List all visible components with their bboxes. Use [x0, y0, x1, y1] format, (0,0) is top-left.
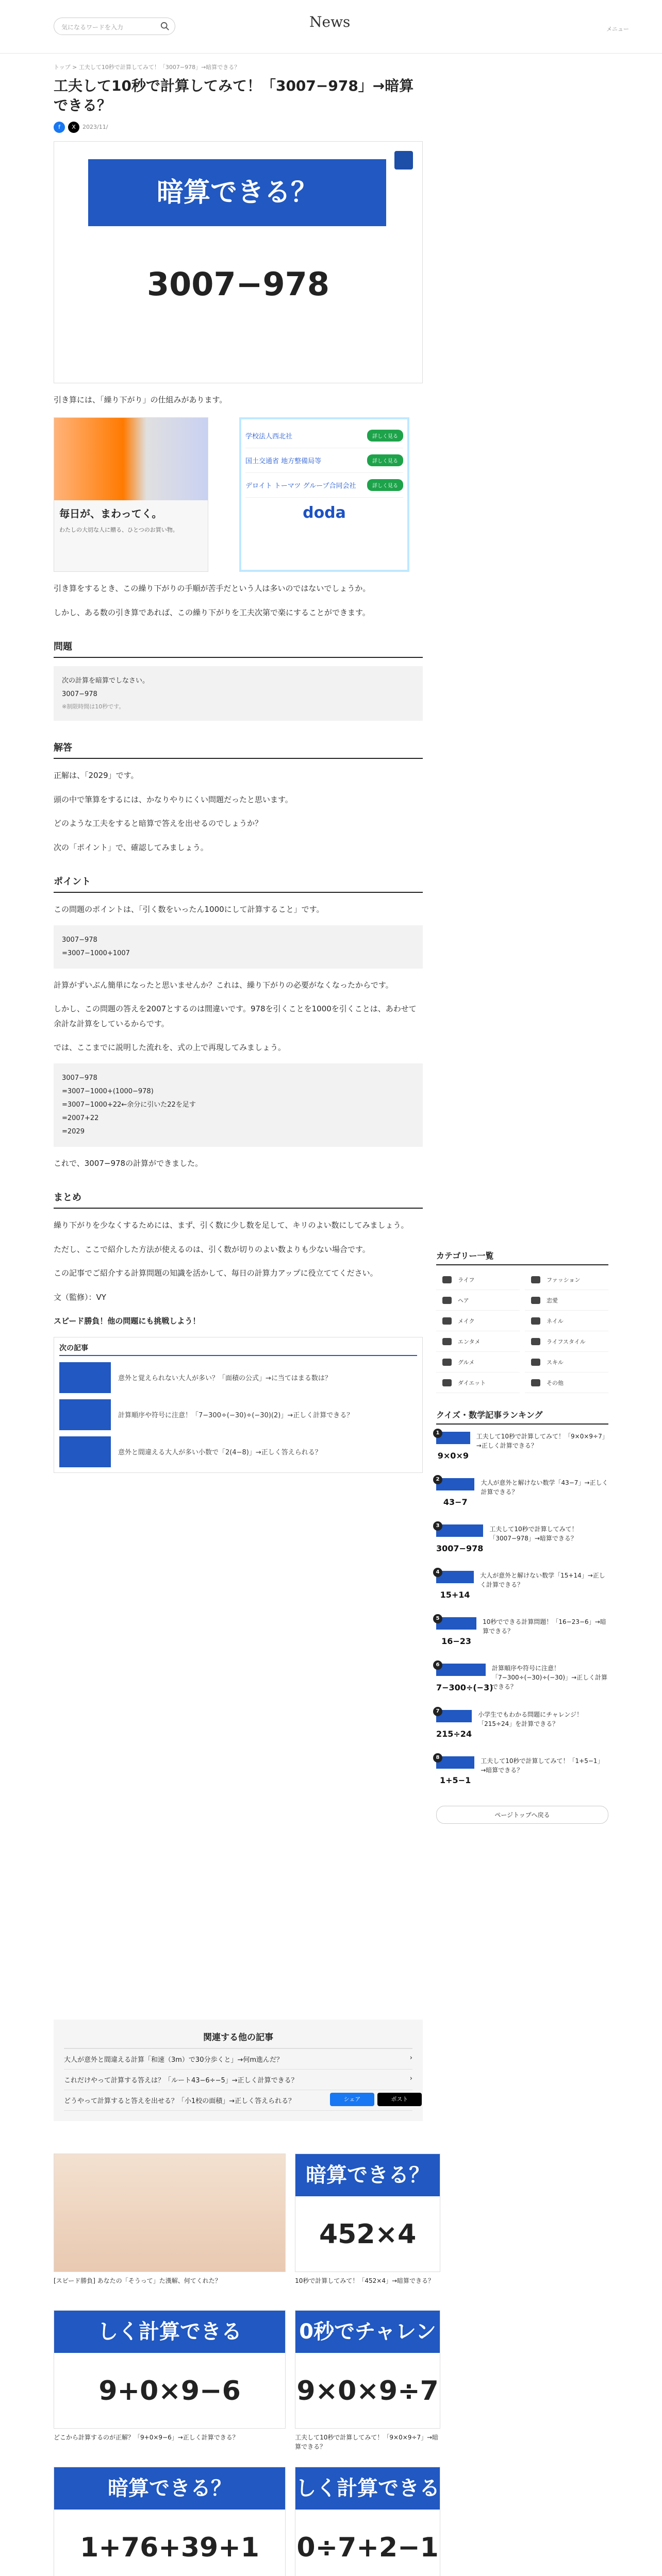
speedup-heading: スピード勝負！他の問題にも挑戦しよう！	[54, 1316, 201, 1326]
category-label: メイク	[458, 1317, 475, 1325]
rank-number: 2	[433, 1475, 442, 1484]
thumb-expression: 3007−978	[436, 1537, 483, 1561]
search-icon[interactable]	[160, 22, 170, 31]
category-list	[436, 1269, 608, 1393]
section-heading-answer: 解答	[54, 740, 423, 759]
card-title: [スピード勝負] あなたの「そうって」た漢解、何てくれた？	[54, 2277, 221, 2284]
section-heading-problem: 問題	[54, 639, 423, 658]
card-banner: 暗算できる？	[295, 2154, 440, 2196]
categories-title: カテゴリー一覧	[436, 1249, 608, 1265]
ranking-list	[436, 1432, 608, 1795]
rank-number: 8	[433, 1753, 442, 1762]
category-icon	[531, 1359, 540, 1366]
category-item[interactable]	[525, 1269, 608, 1290]
category-label: その他	[547, 1379, 564, 1386]
thumb-expression: 43−7	[436, 1490, 474, 1514]
illustration-image	[54, 2154, 286, 2272]
ranking-item[interactable]	[436, 1617, 608, 1656]
card-expression: 9+0×9−6	[98, 2376, 241, 2406]
thumb-expression: 1+5−1	[436, 1769, 474, 1792]
thumb-expression: 215÷24	[436, 1722, 472, 1746]
thumbnail	[436, 1617, 476, 1653]
ad-row-button[interactable]: 詳しく見る	[367, 454, 403, 466]
ad-row[interactable]	[245, 448, 403, 473]
ranking-text: 計算順序や符号に注意！「7−300÷(−30)÷(−30)」→正しく計算できる？	[492, 1665, 608, 1690]
card-image	[295, 2154, 440, 2272]
chevron-right-icon: ›	[409, 2054, 412, 2062]
category-label: エンタメ	[458, 1338, 481, 1345]
list-item-title: 意外と覚えられない大人が多い？「面積の公式」→に当てはまる数は？	[118, 1375, 332, 1383]
thumb-expression: 16−23	[436, 1630, 476, 1653]
card-banner: 0秒でチャレン	[295, 2311, 440, 2353]
category-icon	[531, 1297, 540, 1304]
next-articles	[54, 1337, 423, 1473]
more-button[interactable]: ページトップへ戻る	[436, 1806, 608, 1824]
ad-image	[54, 418, 208, 500]
point-text: では、ここまでに説明した流れを、式の上で再現してみましょう。	[54, 1043, 286, 1053]
ranking-item[interactable]	[436, 1524, 608, 1564]
answer-text: 正解は、「2029」です。	[54, 771, 139, 781]
card-expression: 1+76+39+1	[80, 2532, 259, 2563]
card-banner: しく計算できる	[54, 2311, 285, 2353]
problem-note: ※制限時間は10秒です。	[62, 703, 125, 710]
thumb-expression: 15+14	[436, 1583, 474, 1607]
rank-number: 1	[433, 1429, 442, 1438]
calc-line: =3007−1000+22←余分に引いた22を足す	[62, 1100, 196, 1109]
category-label: ライフ	[458, 1276, 475, 1283]
body-text: しかし、ある数の引き算であれば、この繰り下がりを工夫次第で楽にすることができます。	[54, 607, 370, 617]
site-logo[interactable]: News	[309, 13, 351, 30]
ranking-text: 工夫して10秒で計算してみて！「1+5−1」→暗算できる？	[481, 1757, 604, 1774]
category-icon	[442, 1379, 452, 1386]
ranking-text: 工夫して10秒で計算してみて！「9×0×9÷7」→正しく計算できる？	[476, 1433, 608, 1449]
category-item[interactable]	[525, 1331, 608, 1352]
article-card[interactable]	[295, 2310, 440, 2451]
list-item-title: 意外と間違える大人が多い小数で「2(4−8)」→正しく答えられる？	[118, 1449, 322, 1457]
thumbnail	[436, 1478, 474, 1514]
calc-box	[54, 1063, 423, 1147]
category-label: ファッション	[547, 1276, 581, 1283]
body-text: 引き算をするとき、この繰り下がりの手順が苦手だという人は多いのではないでしょうか。	[54, 584, 371, 594]
hero-expression: 3007−978	[147, 265, 329, 303]
calc-line: =3007−1000+1007	[62, 949, 130, 957]
calc-line: =3007−1000+(1000−978)	[62, 1087, 154, 1095]
category-item[interactable]	[525, 1372, 608, 1393]
rank-number: 6	[433, 1660, 442, 1670]
ad-row-label: 学校法人西北社	[245, 433, 293, 441]
category-item[interactable]	[436, 1331, 520, 1352]
ranking-item[interactable]	[436, 1432, 608, 1471]
card-image	[54, 2310, 286, 2429]
thumb-expression: 9×0×9	[436, 1444, 470, 1468]
ranking-item[interactable]	[436, 1756, 608, 1795]
category-item[interactable]	[525, 1311, 608, 1331]
thumbnail	[436, 1571, 474, 1607]
card-expression: 0÷7+2−1	[296, 2532, 439, 2563]
ad-brand: doda	[303, 504, 346, 522]
related-title: どうやって計算すると答えを出せる？「小1校の面積」→正しく答えられる？	[64, 2097, 295, 2105]
menu-button[interactable]: メニュー	[606, 26, 629, 32]
list-item[interactable]	[59, 1436, 417, 1467]
rank-number: 7	[433, 1707, 442, 1716]
related-item[interactable]	[64, 2049, 412, 2070]
related-title: これだけやって計算する答えは？「ルート43−6÷−5」→正しく計算できる？	[64, 2077, 298, 2084]
thumbnail	[436, 1662, 493, 1700]
search-placeholder: 気になるワードを入力	[61, 24, 124, 31]
summary-text: この記事でご紹介する計算問題の知識を活かして、毎日の計算力アップに役立ててください。	[54, 1268, 378, 1278]
article-card[interactable]	[295, 2154, 440, 2295]
ad-banner-2[interactable]	[239, 417, 409, 572]
intro-text: 引き算には、「繰り下がり」の仕組みがあります。	[54, 395, 227, 404]
point-box	[54, 925, 423, 969]
section-heading-summary: まとめ	[54, 1190, 423, 1209]
ad-sub: わたしの大切な人に贈る、ひとつのお買い物。	[59, 527, 178, 534]
facebook-share-button[interactable]: シェア	[330, 2093, 374, 2106]
category-label: ライフスタイル	[547, 1338, 586, 1345]
related-title: 大人が意外と間違える計算「和速（3m）で30分歩くと」→何m進んだ？	[64, 2056, 284, 2064]
site-header	[0, 0, 662, 54]
problem-line: 次の計算を暗算でしなさい。	[62, 677, 150, 685]
category-item[interactable]	[436, 1352, 520, 1372]
chevron-right-icon: ›	[409, 2075, 412, 2082]
thumbnail	[436, 1524, 483, 1561]
calc-line: 3007−978	[62, 1074, 97, 1082]
thumbnail	[59, 1362, 111, 1393]
category-item[interactable]	[436, 1311, 520, 1331]
ranking-item[interactable]	[436, 1571, 608, 1610]
list-item[interactable]	[59, 1362, 417, 1393]
quiz-icon	[394, 151, 413, 170]
related-item[interactable]	[64, 2070, 412, 2090]
card-expression: 452×4	[319, 2219, 417, 2250]
problem-box	[54, 666, 423, 721]
article-card[interactable]	[54, 2154, 286, 2295]
conclusion-text: これで、3007−978の計算ができました。	[54, 1158, 203, 1168]
ranking-text: 小学生でもわかる問題にチャレンジ！「215÷24」を計算できる？	[478, 1711, 583, 1727]
calc-line: =2007+22	[62, 1114, 99, 1122]
ranking-text: 工夫して10秒で計算してみて！「3007−978」→暗算できる？	[489, 1526, 578, 1542]
category-icon	[531, 1317, 540, 1325]
article	[54, 54, 423, 1473]
sidebar	[436, 1249, 608, 1824]
x-share-button[interactable]: ポスト	[377, 2093, 422, 2106]
category-icon	[442, 1297, 452, 1304]
category-item[interactable]	[436, 1269, 520, 1290]
article-card[interactable]	[295, 2467, 440, 2576]
ad-row-button[interactable]: 詳しく見る	[367, 479, 403, 491]
thumbnail	[59, 1436, 111, 1467]
calc-line: =2029	[62, 1127, 85, 1136]
category-icon	[442, 1276, 452, 1283]
category-label: スキル	[547, 1359, 564, 1366]
rank-number: 3	[433, 1521, 442, 1531]
page-title: 工夫して10秒で計算してみて！「3007−978」→暗算できる？	[54, 77, 414, 114]
category-item[interactable]	[525, 1352, 608, 1372]
card-banner: 暗算できる？	[54, 2467, 285, 2510]
card-image	[54, 2467, 286, 2576]
category-label: グルメ	[458, 1359, 475, 1366]
category-icon	[531, 1379, 540, 1386]
x-icon[interactable]: X	[68, 122, 79, 133]
thumbnail	[59, 1399, 111, 1430]
ranking-text: 大人が意外と解けない数学「43−7」→正しく計算できる？	[481, 1479, 608, 1496]
point-text: しかし、この問題の答えを2007とするのは間違いです。978を引くことを1000を引くことは、あわせて余計な計算をしているからです。	[54, 1004, 417, 1028]
card-title: 工夫して10秒で計算してみて！「9×0×9÷7」→暗算できる？	[295, 2434, 439, 2450]
article-card[interactable]	[54, 2467, 286, 2576]
ad-row[interactable]	[245, 423, 403, 448]
next-articles-heading: 次の記事	[59, 1343, 417, 1356]
ad-area	[54, 417, 423, 572]
rank-number: 5	[433, 1614, 442, 1623]
article-card[interactable]	[54, 2310, 286, 2451]
share-row	[54, 122, 423, 133]
card-image	[295, 2467, 440, 2576]
ranking-text: 10秒でできる計算問題！「16−23−6」→暗算できる？	[483, 1618, 606, 1635]
category-icon	[531, 1276, 540, 1283]
related-heading: 関連する他の記事	[64, 2030, 412, 2049]
problem-line: 3007−978	[62, 690, 97, 699]
point-text: 計算がずいぶん簡単になったと思いませんか？これは、繰り下がりの必要がなくなったからです。	[54, 980, 393, 990]
category-icon	[442, 1359, 452, 1366]
category-icon	[442, 1317, 452, 1325]
section-heading-point: ポイント	[54, 874, 423, 893]
card-title: どこから計算するのが正解？「9+0×9−6」→正しく計算できる？	[54, 2434, 239, 2441]
category-label: ダイエット	[458, 1379, 486, 1386]
ad-row-button[interactable]: 詳しく見る	[367, 430, 403, 442]
category-item[interactable]	[436, 1290, 520, 1311]
search-input[interactable]	[54, 18, 175, 35]
publish-date: 2023/11/	[82, 124, 108, 131]
ad-row-label: 国土交通省 地方整備局等	[245, 457, 322, 466]
card-image	[295, 2310, 440, 2429]
category-item[interactable]	[525, 1290, 608, 1311]
ad-row[interactable]	[245, 473, 403, 498]
hero-banner: 暗算できる？	[88, 159, 386, 226]
card-expression: 9×0×9÷7	[296, 2376, 439, 2406]
summary-text: 繰り下がりを少なくするためには、まず、引く数に少し数を足して、キリのよい数にしてみましょう。	[54, 1221, 409, 1230]
card-title: 10秒で計算してみて！「452×4」→暗算できる？	[295, 2277, 435, 2284]
rank-number: 4	[433, 1568, 442, 1577]
ad-caption: 毎日が、まわってく。	[59, 507, 162, 520]
list-item-title: 計算順序や符号に注意！「7−300÷(−30)÷(−30)(2)」→正しく計算できる？	[118, 1412, 354, 1420]
answer-text: 頭の中で筆算をするには、かなりやりにくい問題だったと思います。	[54, 794, 293, 804]
answer-text: どのような工夫をすると暗算で答えを出せるのでしょうか？	[54, 819, 263, 828]
ranking-text: 大人が意外と解けない数学「15+14」→正しく計算できる？	[480, 1572, 605, 1588]
hero-image	[54, 141, 423, 383]
category-item[interactable]	[436, 1372, 520, 1393]
point-text: この問題のポイントは、「引く数をいったん1000にして計算すること」です。	[54, 905, 324, 914]
answer-text: 次の「ポイント」で、確認してみましょう。	[54, 842, 208, 852]
thumbnail	[436, 1756, 474, 1792]
summary-text: ただし、ここで紹介した方法が使えるのは、引く数が切りのよい数よりも少ない場合です。	[54, 1244, 370, 1254]
article-card-grid	[54, 2154, 440, 2576]
category-label: 恋愛	[547, 1297, 558, 1304]
ad-banner-1[interactable]	[54, 417, 208, 572]
breadcrumb[interactable]: トップ > 工夫して10秒で計算してみて！「3007−978」→暗算できる？	[54, 64, 240, 71]
calc-line: 3007−978	[62, 936, 97, 944]
thumb-expression: 7−300÷(−3)	[436, 1676, 486, 1700]
ad-row-label: デロイト トーマツ グループ合同会社	[245, 482, 356, 490]
thumbnail	[436, 1710, 472, 1746]
category-icon	[442, 1338, 452, 1345]
category-label: ネイル	[547, 1317, 564, 1325]
ranking-item[interactable]	[436, 1664, 608, 1703]
list-item[interactable]	[59, 1399, 417, 1430]
ranking-item[interactable]	[436, 1478, 608, 1517]
thumbnail	[436, 1432, 470, 1468]
facebook-icon[interactable]: f	[54, 122, 65, 133]
category-icon	[531, 1338, 540, 1345]
ranking-item[interactable]	[436, 1710, 608, 1749]
author: 文（監修）：VY	[54, 1292, 106, 1302]
ranking-title: クイズ・数学記事ランキング	[436, 1409, 608, 1425]
card-banner: しく計算できる	[295, 2467, 440, 2510]
category-label: ヘア	[458, 1297, 469, 1304]
